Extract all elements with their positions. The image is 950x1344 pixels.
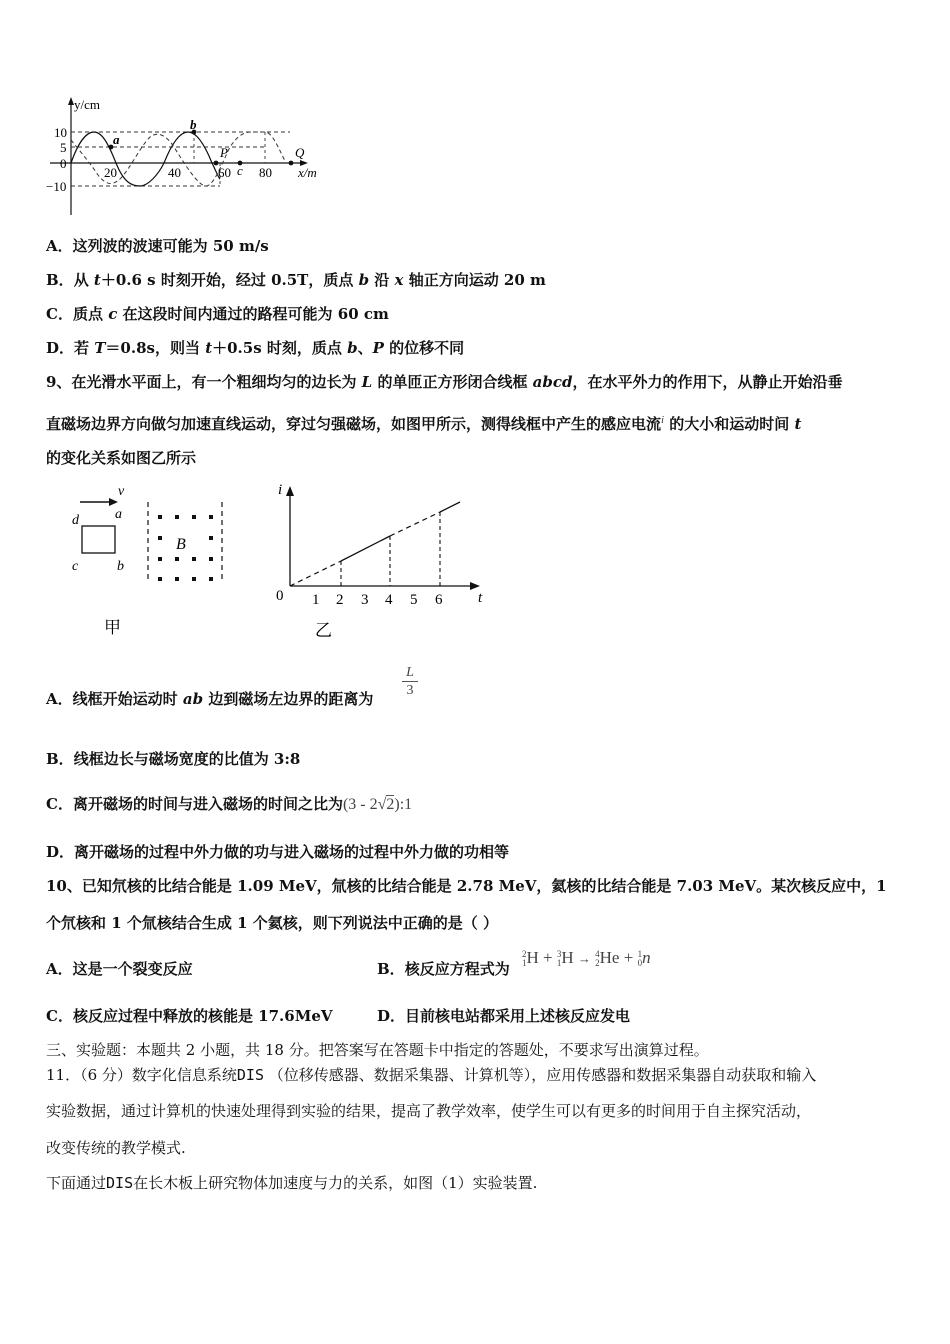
q8-option-b-mid2: 沿 — [369, 271, 395, 289]
section-3-text: 三、实验题：本题共 2 小题，共 18 分。把答案写在答题卡中指定的答题处，不要求写出演算过程。 — [46, 1041, 709, 1059]
q8-option-c-c: c — [108, 305, 118, 323]
caption-yi: 乙 — [315, 621, 332, 641]
q9-line1-pre: 9、在光滑水平面上，有一个粗细均匀的边长为 — [46, 373, 362, 391]
h1-symbol: H — [526, 948, 539, 967]
q10-line1: 10、已知氘核的比结合能是 1.09 MeV，氚核的比结合能是 2.78 MeV，氦核的比结合能是 7.03 MeV。某次核反应中，1 — [46, 877, 887, 895]
q9-option-a-fraction — [402, 664, 418, 699]
q8-option-d-t: t — [205, 339, 213, 357]
h1-charge: 1 — [522, 958, 527, 969]
point-a-label: a — [113, 132, 120, 147]
q10-option-b — [377, 959, 510, 979]
q8-option-d — [46, 338, 464, 358]
q11-line3 — [46, 1138, 186, 1158]
q8-option-d-mid2: ＋0.5s 时刻，质点 — [212, 339, 348, 357]
point-P-label: P — [220, 145, 228, 160]
q11-line1-pre: 11．（6 分）数字化信息系统 — [46, 1066, 237, 1084]
velocity-arrowhead — [109, 498, 118, 506]
q11-line1 — [46, 1065, 816, 1085]
q8-option-d-P: P — [372, 339, 384, 357]
q8-option-d-b: b — [347, 339, 358, 357]
q9-option-c-expr — [343, 795, 412, 813]
q9-stem-line2 — [46, 410, 801, 434]
q9-option-c — [46, 794, 412, 815]
q9-option-a-post: 边到磁场左边界的距离为 — [203, 690, 374, 708]
y-tick-minus10: −10 — [46, 179, 67, 194]
h2-charge: 1 — [556, 958, 562, 969]
nuclear-equation — [522, 947, 651, 970]
label-c: c — [72, 559, 79, 574]
q10-option-a-text: 这是一个裂变反应 — [72, 960, 193, 978]
q8-option-d-mid1: ＝0.8s，则当 — [105, 339, 206, 357]
yi-x-tick-2: 2 — [336, 592, 344, 608]
figure-yi — [268, 478, 498, 645]
n-symbol: n — [642, 948, 651, 967]
section-3-heading — [46, 1040, 709, 1060]
q9-line3: 的变化关系如图乙所示 — [46, 449, 197, 467]
yi-dashed-segment-1 — [290, 561, 341, 586]
q11-dis-2: DIS — [106, 1174, 134, 1192]
y-axis-label: y/cm — [74, 97, 100, 112]
q10-option-b-text: 核反应方程式为 — [404, 960, 510, 978]
yi-x-tick-3: 3 — [361, 592, 369, 608]
n-mass: 1 — [637, 949, 643, 960]
yi-x-tick-6: 6 — [435, 592, 443, 608]
q9-option-a-ab: ab — [182, 690, 204, 708]
q11-dis: DIS — [236, 1066, 264, 1084]
q8-option-b-label: B． — [46, 271, 74, 289]
point-P-dot — [214, 161, 219, 166]
he-symbol: He — [599, 948, 620, 967]
plus-2: + — [623, 948, 634, 967]
h2-symbol: H — [561, 948, 574, 967]
q8-option-b-mid1: ＋0.6 s 时刻开始，经过 0.5T，质点 — [100, 271, 359, 289]
q10-option-b-label: B． — [377, 960, 405, 978]
point-b-label: b — [190, 117, 197, 132]
q8-option-d-pre: 若 — [74, 339, 95, 357]
x-tick-60: 60 — [218, 165, 231, 180]
q9-i: i — [661, 414, 665, 426]
q8-option-c — [46, 304, 389, 324]
q8-option-b-x: x — [394, 271, 404, 289]
yi-x-tick-1: 1 — [312, 592, 320, 608]
x-tick-40: 40 — [168, 165, 181, 180]
x-tick-20: 20 — [104, 165, 117, 180]
q9-L: L — [361, 373, 373, 391]
label-B: B — [176, 536, 186, 553]
q11-line4-post: 在长木板上研究物体加速度与力的关系，如图（1）实验装置. — [133, 1174, 538, 1192]
yi-label-i: i — [278, 482, 283, 498]
point-c-label: c — [237, 163, 243, 178]
wave-figure — [40, 95, 340, 220]
q11-line1-post: （位移传感器、数据采集器、计算机等），应用传感器和数据采集器自动获取和输入 — [264, 1066, 817, 1084]
q8-option-a — [46, 236, 269, 256]
q10-option-a-label: A． — [46, 960, 73, 978]
q8-option-d-label: D． — [46, 339, 75, 357]
expr-root: 2 — [386, 796, 395, 813]
q9-line1-mid: 的单匝正方形闭合线框 — [372, 373, 533, 391]
point-Q-label: Q — [295, 145, 305, 160]
q10-stem-line1 — [46, 876, 887, 896]
q8-option-b — [46, 270, 546, 290]
q9-option-c-text: 离开磁场的时间与进入磁场的时间之比为 — [72, 795, 343, 813]
n-charge: 0 — [637, 958, 643, 969]
plus-1: + — [543, 948, 553, 967]
q8-option-c-pre: 质点 — [72, 305, 109, 323]
q9-option-a-pre: 线框开始运动时 — [72, 690, 183, 708]
q10-option-d-label: D． — [377, 1007, 406, 1025]
q9-option-a — [46, 689, 373, 709]
q10-line2: 个氘核和 1 个氚核结合生成 1 个氦核，则下列说法中正确的是（ ） — [46, 914, 498, 932]
q9-option-d — [46, 842, 509, 862]
sqrt-sign: √ — [377, 796, 387, 813]
q11-line4-pre: 下面通过 — [46, 1174, 107, 1192]
q9-option-b-label: B． — [46, 750, 74, 768]
yi-origin: 0 — [276, 588, 284, 604]
he-mass: 4 — [595, 949, 600, 960]
yi-x-tick-5: 5 — [410, 592, 418, 608]
fraction-denominator: 3 — [402, 681, 418, 699]
x-tick-80: 80 — [259, 165, 272, 180]
x-axis-label: x/m — [298, 165, 317, 180]
q8-option-d-mid3: 、 — [357, 339, 373, 357]
q8-option-d-T: T — [94, 339, 106, 357]
q9-t: t — [794, 415, 802, 433]
q10-option-c-text: 核反应过程中释放的核能是 17.6MeV — [72, 1007, 333, 1025]
q8-option-b-pre: 从 — [73, 271, 94, 289]
figure-jia — [60, 480, 240, 645]
q9-option-b-text: 线框边长与磁场宽度的比值为 3:8 — [73, 750, 301, 768]
yi-x-arrow — [470, 582, 480, 590]
q9-stem-line3 — [46, 448, 196, 468]
y-tick-0: 0 — [60, 156, 67, 171]
q9-option-d-text: 离开磁场的过程中外力做的功与进入磁场的过程中外力做的功相等 — [74, 843, 510, 861]
q9-abcd: abcd — [532, 373, 573, 391]
q10-option-c — [46, 1006, 333, 1026]
q8-option-a-text: 这列波的波速可能为 50 m/s — [72, 237, 269, 255]
yi-dashed-segment-2 — [390, 512, 440, 536]
q8-option-c-label: C． — [46, 305, 73, 323]
label-a: a — [115, 507, 122, 522]
y-tick-10: 10 — [54, 125, 67, 140]
fraction-numerator: L — [406, 665, 414, 680]
q10-option-d — [377, 1006, 630, 1026]
yi-solid-segment-2 — [440, 502, 460, 512]
q10-stem-line2 — [46, 913, 498, 933]
q9-option-b — [46, 749, 300, 769]
q9-option-a-label: A． — [46, 690, 73, 708]
wire-frame — [82, 526, 115, 553]
label-b: b — [117, 559, 124, 574]
point-Q-dot — [289, 161, 294, 166]
q10-option-c-label: C． — [46, 1007, 73, 1025]
label-v: v — [118, 484, 125, 499]
q8-option-a-label: A． — [46, 237, 73, 255]
q9-stem-line1 — [46, 372, 843, 392]
q11-line2-text: 实验数据，通过计算机的快速处理得到实验的结果，提高了教学效率，使学生可以有更多的时间用于自主探究活动， — [46, 1102, 812, 1120]
q8-option-b-b: b — [358, 271, 370, 289]
q11-line3-text: 改变传统的教学模式. — [46, 1139, 186, 1157]
q9-line2-pre: 直磁场边界方向做匀加速直线运动，穿过匀强磁场，如图甲所示，测得线框中产生的感应电流 — [46, 415, 662, 433]
q8-option-d-post: 的位移不同 — [383, 339, 465, 357]
label-d: d — [72, 513, 79, 528]
q10-option-d-text: 目前核电站都采用上述核反应发电 — [405, 1007, 631, 1025]
yi-x-tick-4: 4 — [385, 592, 393, 608]
q9-line1-post: ，在水平外力的作用下，从静止开始沿垂 — [572, 373, 843, 391]
wave-solid — [71, 132, 220, 186]
yi-label-t: t — [478, 590, 483, 606]
expr-b: ):1 — [394, 796, 413, 813]
q11-line4 — [46, 1173, 537, 1193]
yi-y-arrow — [286, 486, 294, 496]
yi-solid-segment — [341, 536, 390, 561]
q9-line2-mid: 的大小和运动时间 — [664, 415, 795, 433]
q8-option-b-post: 轴正方向运动 20 m — [403, 271, 546, 289]
q10-option-a — [46, 959, 193, 979]
reaction-arrow: → — [577, 951, 591, 966]
h1-mass: 2 — [522, 949, 527, 960]
q9-option-d-label: D． — [46, 843, 75, 861]
caption-jia: 甲 — [104, 618, 121, 638]
he-charge: 2 — [595, 958, 600, 969]
q8-option-b-t: t — [93, 271, 101, 289]
y-tick-5: 5 — [60, 140, 67, 155]
q11-line2 — [46, 1101, 811, 1121]
q8-option-c-post: 在这段时间内通过的路程可能为 60 cm — [117, 305, 389, 323]
h2-mass: 3 — [556, 949, 562, 960]
expr-a: (3 - 2 — [342, 796, 378, 813]
q9-option-c-label: C． — [46, 795, 73, 813]
